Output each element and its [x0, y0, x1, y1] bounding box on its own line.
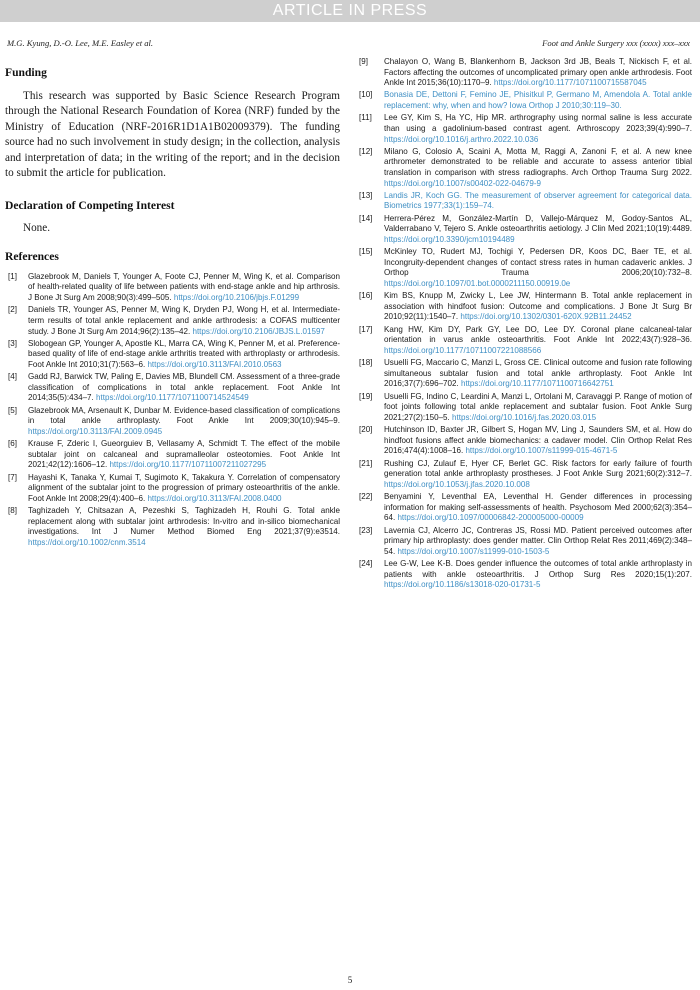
reference-text: Glazebrook M, Daniels T, Younger A, Foote CJ, Penner M, Wing K, et al. Comparison of health-related quality of life between patients with end-stage ankle and hip arthrosis. J Bone Jt Surg Am 2008;90(3):499–505.: [28, 271, 340, 303]
reference-number: [21]: [359, 458, 373, 468]
reference-text: Chalayon O, Wang B, Blankenhorn B, Jackson 3rd JB, Beals T, Nickisch F, et al. Factors affecting the outcomes of uncomplicated primary open ankle arthrodesis. Foot Ankle Int 2015;36(10):1170–9.: [384, 57, 692, 88]
reference-number: [16]: [359, 291, 373, 301]
competing-interest-paragraph: None.: [23, 222, 51, 235]
reference-number: [6]: [8, 439, 17, 449]
reference-number: [4]: [8, 372, 17, 382]
reference-item: [358, 247, 692, 289]
doi-link[interactable]: https://doi.org/10.3113/FAI.2008.0400: [147, 493, 282, 503]
reference-item: [358, 291, 692, 323]
reference-text: Benyamini Y, Leventhal EA, Leventhal H. Gender differences in processing information for making self-assessments of health. Psychosom Med 2000;62(3):354–64.: [384, 492, 692, 523]
reference-text: Lee G-W, Lee K-B. Does gender influence the outcomes of total ankle arthroplasty in patients with ankle osteoarthritis. J Orthop Surg Res 2020;15(1):207.: [384, 559, 692, 579]
reference-item: [358, 425, 692, 457]
reference-link[interactable]: Bonasia DE, Dettoni F, Femino JE, Phisitkul P, Germano M, Amendola A. Total ankle replacement: why, when and how? Iowa Orthop J 2010;30:119–30.: [384, 90, 692, 111]
reference-item: [358, 325, 692, 357]
funding-paragraph: This research was supported by Basic Science Research Program through the National Research Foundation of Korea (NRF) funded by the Ministry of Education (NRF-2016R1D1A1B02009379). The funding source had no such involvement in study design; in the collection, analysis and interpretation of data; in the writing of the report; and in the decision to submit the article for publication.: [5, 90, 340, 180]
reference-text: Lavernia CJ, Alcerro JC, Contreras JS, Rossi MD. Patient perceived outcomes after primary hip arthroplasty: does gender matter. Clin Orthop Relat Res 2011;469(2):348–54.: [384, 525, 692, 556]
reference-text: Taghizadeh Y, Chitsazan A, Pezeshki S, Taghizadeh H, Rouhi G. Total ankle replacement along with subtalar joint arthrodesis: In-vitro and in-silico biomechanical investigations. Int J Numer Method Biomed Eng 2021;37(9):e3514.: [28, 506, 340, 537]
doi-link[interactable]: https://doi.org/10.1177/1071100715587045: [493, 78, 647, 88]
doi-link[interactable]: https://doi.org/10.1177/10711007211027295: [109, 460, 267, 470]
reference-text: Hayashi K, Tanaka Y, Kumai T, Sugimoto K, Takakura Y. Correlation of compensatory alignment of the subtalar joint to the progression of primary osteoarthritis of the ankle. Foot Ankle Int 2008;29(4):400–6.: [28, 472, 340, 503]
doi-link[interactable]: https://doi.org/10.1186/s13018-020-01731-5: [384, 580, 541, 590]
reference-number: [7]: [8, 472, 17, 482]
reference-number: [8]: [8, 506, 17, 516]
reference-text: Daniels TR, Younger AS, Penner M, Wing K, Dryden PJ, Wong H, et al. Intermediate-term results of total ankle replacement and ankle arthrodesis: a COFAS multicenter study. J Bone Jt Surg Am 2014;96(2):135–42.: [28, 305, 340, 336]
reference-item: [358, 526, 692, 558]
running-head-authors: M.G. Kyung, D.-O. Lee, M.E. Easley et al.: [7, 38, 154, 48]
reference-item: [5, 339, 340, 371]
reference-number: [1]: [8, 271, 17, 281]
running-head-journal: Foot and Ankle Surgery xxx (xxxx) xxx–xxx: [542, 38, 690, 48]
doi-link[interactable]: https://doi.org/10.2106/JBJS.L.01597: [192, 326, 325, 336]
reference-number: [20]: [359, 425, 373, 435]
reference-item: [5, 406, 340, 438]
reference-text: Milano G, Colosio A, Scaini A, Motta M, Raggi A, Zanoni F, et al. A new knee arthrometer demonstrated to be reliable and accurate to assess anterior tibial translation in comparison with stress radiographs. Arch Orthop Trauma Surg 2022.: [384, 146, 692, 177]
reference-number: [2]: [8, 305, 17, 315]
reference-text: Usuelli FG, Indino C, Leardini A, Manzi L, Ortolani M, Caravaggi P. Range of motion of foot joints following total ankle replacement and subtalar fusion. Foot Ankle Surg 2021;27(2):150–5.: [384, 391, 692, 422]
reference-text: Slobogean GP, Younger A, Apostle KL, Marra CA, Wing K, Penner M, et al. Preference-based quality of life of end-stage ankle arthritis treated with arthroplasty or arthrodesis. Foot Ankle Int 2010;31(7):563–6.: [28, 338, 340, 369]
doi-link[interactable]: https://doi.org/10.1016/j.fas.2020.03.015: [452, 412, 597, 422]
doi-link[interactable]: https://doi.org/10.1177/1071100714524549: [96, 393, 249, 403]
doi-link[interactable]: https://doi.org/10.1177/10711007221088566: [384, 345, 542, 355]
reference-item: [358, 147, 692, 189]
reference-item: [5, 506, 340, 548]
doi-link[interactable]: https://doi.org/10.3113/FAI.2010.0563: [147, 359, 282, 369]
reference-number: [9]: [359, 57, 368, 66]
reference-item: [358, 492, 692, 524]
competing-interest-heading: Declaration of Competing Interest: [5, 199, 175, 213]
reference-text: Krause F, Zderic I, Gueorguiev B, Vellasamy A, Schmidt T. The effect of the mobile subtalar joint on calcaneal and supramalleolar osteotomies. Foot Ankle Int 2021;42(12):1606–12.: [28, 439, 340, 470]
reference-item: [358, 392, 692, 424]
article-in-press-banner: ARTICLE IN PRESS: [0, 0, 700, 22]
reference-number: [22]: [359, 492, 373, 502]
reference-number: [24]: [359, 559, 373, 569]
funding-heading: Funding: [5, 66, 47, 79]
reference-item: [358, 57, 692, 89]
references-heading: References: [5, 249, 59, 263]
doi-link[interactable]: https://doi.org/10.1007/s11999-010-1503-5: [397, 546, 550, 556]
reference-text: Gadd RJ, Barwick TW, Paling E, Davies MB, Blundell CM. Assessment of a three-grade classification of complications in total ankle replacement. Foot Ankle Int 2014;35(5):434–7.: [28, 372, 340, 403]
right-column: [358, 57, 692, 593]
reference-list-left: [5, 272, 340, 549]
reference-number: [13]: [359, 190, 373, 200]
doi-link[interactable]: https://doi.org/10.1097/01.bot.0000211150.00919.0e: [384, 279, 571, 288]
reference-text: Kim BS, Knupp M, Zwicky L, Lee JW, Hintermann B. Total ankle replacement in association with hindfoot fusion: Outcome and complications. J Bone Jt Surg Br 2010;92(11):1540–7.: [384, 291, 692, 322]
doi-link[interactable]: https://doi.org/10.1007/s00402-022-04679-9: [384, 178, 542, 188]
reference-number: [23]: [359, 525, 373, 535]
doi-link[interactable]: https://doi.org/10.2106/jbjs.F.01299: [173, 293, 300, 303]
reference-item: [358, 214, 692, 246]
doi-link[interactable]: https://doi.org/10.3390/jcm10194489: [384, 234, 515, 244]
reference-item: [5, 439, 340, 471]
reference-text: Rushing CJ, Zulauf E, Hyer CF, Berlet GC. Risk factors for early failure of fourth generation total ankle arthroplasty prostheses. J Foot Ankle Surg 2021;60(2):312–7.: [384, 458, 692, 479]
doi-link[interactable]: https://doi.org/10.3113/FAI.2009.0945: [28, 426, 163, 436]
reference-text: Lee GY, Kim S, Ha YC, Hip MR. arthrography using normal saline is less accurate than using a gadolinium-based contrast agent. Arthroscopy 2023;39(4):990–7.: [384, 113, 692, 133]
reference-number: [15]: [359, 247, 373, 257]
reference-text: McKinley TO, Rudert MJ, Tochigi Y, Pedersen DR, Koos DC, Baer TE, et al. Incongruity-dependent changes of contact stress rates in human cadaveric ankles. J Orthop Trauma 2006;20(10):732–8.: [384, 247, 692, 278]
reference-item: [5, 372, 340, 404]
reference-number: [10]: [359, 90, 373, 100]
reference-text: Usuelli FG, Maccario C, Manzi L, Gross CE. Clinical outcome and fusion rate following simultaneous subtalar fusion and total ankle arthroplasty. Foot Ankle Int 2016;37(7):696–702.: [384, 358, 692, 389]
reference-number: [19]: [359, 391, 373, 401]
doi-link[interactable]: https://doi.org/10.1097/00006842-200005000-00009: [397, 513, 584, 523]
reference-link[interactable]: Landis JR, Koch GG. The measurement of observer agreement for categorical data. Biometrics 1977;33(1):159–74.: [384, 190, 692, 211]
reference-item: [358, 358, 692, 390]
reference-text: Herrera-Pérez M, González-Martín D, Vallejo-Márquez M, Godoy-Santos AL, Valderrabano V, Tejero S. Ankle osteoarthritis aetiology. J Clin Med 2021;10(19):4489.: [384, 213, 692, 234]
doi-link[interactable]: https://doi.org/10.1002/cnm.3514: [28, 537, 146, 547]
reference-number: [12]: [359, 146, 373, 156]
reference-item: [358, 90, 692, 111]
reference-text: Kang HW, Kim DY, Park GY, Lee DO, Lee DY. Coronal plane calcaneal-talar orientation in varus ankle osteoarthritis. Foot Ankle Int 2022;43(7):928–36.: [384, 324, 692, 345]
reference-number: [5]: [8, 405, 17, 415]
reference-list-right: [358, 57, 692, 591]
reference-item: [5, 473, 340, 505]
reference-item: [5, 305, 340, 337]
doi-link[interactable]: https://doi.org/10.1177/1071100716642751: [460, 379, 614, 389]
reference-text: Hutchinson ID, Baxter JR, Gilbert S, Hogan MV, Ling J, Saunders SM, et al. How do hindfoot fusions affect ankle biomechanics: a cadaver model. Clin Orthop Relat Res 2016;474(4):1008–16.: [384, 425, 692, 456]
doi-link[interactable]: https://doi.org/10.1007/s11999-015-4671-5: [465, 446, 618, 456]
reference-number: [17]: [359, 324, 373, 334]
doi-link[interactable]: https://doi.org/10.1302/0301-620X.92B11.24452: [460, 312, 632, 322]
reference-item: [358, 191, 692, 212]
reference-number: [14]: [359, 213, 373, 223]
reference-item: [358, 113, 692, 145]
reference-number: [3]: [8, 338, 17, 348]
reference-item: [358, 459, 692, 491]
left-column: [5, 60, 340, 550]
doi-link[interactable]: https://doi.org/10.1016/j.arthro.2022.10.036: [384, 134, 539, 144]
reference-number: [18]: [359, 358, 373, 368]
doi-link[interactable]: https://doi.org/10.1053/j.jfas.2020.10.008: [384, 479, 530, 489]
reference-number: [11]: [359, 113, 372, 123]
page-number: 5: [347, 975, 353, 985]
reference-item: [358, 559, 692, 591]
reference-item: [5, 272, 340, 304]
reference-text: Glazebrook MA, Arsenault K, Dunbar M. Evidence-based classification of complications in total ankle arthroplasty. Foot Ankle Int 2009;30(10):945–9.: [28, 405, 340, 426]
